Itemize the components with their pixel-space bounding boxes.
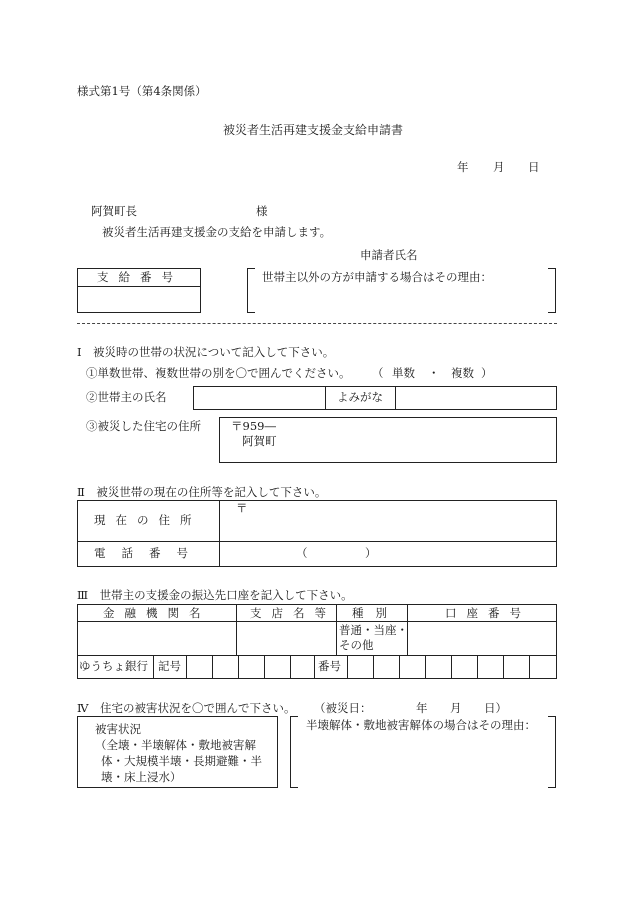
branch-name-field[interactable] — [237, 622, 335, 654]
kigo-cell-5[interactable] — [314, 655, 315, 679]
yucho-kigo-label: 記号 — [158, 659, 181, 673]
householder-name-field[interactable] — [194, 387, 324, 409]
branch-name-header: 支店名等 — [250, 606, 336, 620]
demolition-reason-field[interactable] — [301, 736, 545, 784]
furigana-field[interactable] — [396, 387, 556, 409]
account-number-field[interactable] — [408, 622, 556, 654]
phone-parentheses: （ ） — [296, 546, 377, 560]
section3-heading: Ⅲ 世帯主の支援金の振込先口座を記入して下さい。 — [77, 588, 353, 602]
bango-cell-2[interactable] — [399, 655, 400, 679]
other-applicant-reason-label: 世帯主以外の方が申請する場合はその理由： — [262, 270, 492, 284]
disaster-date-day: 日） — [484, 701, 507, 715]
bango-divider — [347, 655, 348, 679]
yucho-bank-label: ゆうちょ銀行 — [79, 659, 148, 673]
option-single[interactable]: 単数 — [392, 366, 415, 380]
reason-bracket-left — [247, 268, 255, 313]
damage-options-line3[interactable]: 壊・床上浸水） — [101, 770, 182, 784]
bango-cell-3[interactable] — [425, 655, 426, 679]
kigo-cell-1[interactable] — [212, 655, 213, 679]
bank-col-divider-2 — [336, 604, 337, 655]
addressee-name: 阿賀町長 — [91, 204, 137, 218]
payment-number-field[interactable] — [78, 287, 200, 312]
section2-heading: Ⅱ 被災世帯の現在の住所等を記入して下さい。 — [77, 485, 327, 499]
demolition-reason-bracket-right — [548, 716, 556, 788]
yucho-divider — [153, 655, 154, 679]
other-applicant-reason-field[interactable] — [258, 288, 544, 310]
kigo-divider — [186, 655, 187, 679]
bango-cell-4[interactable] — [451, 655, 452, 679]
section4-heading: Ⅳ 住宅の被害状況を〇で囲んで下さい。 — [77, 701, 296, 715]
disaster-date-year: 年 — [416, 701, 428, 715]
account-type-options-2[interactable]: その他 — [339, 638, 374, 652]
current-address-postal-mark: 〒 — [236, 501, 248, 515]
current-address-label: 現在の住所 — [94, 513, 202, 527]
demolition-reason-label: 半壊解体・敷地被害解体の場合はその理由： — [306, 718, 536, 732]
kigo-cell-3[interactable] — [264, 655, 265, 679]
account-type-header: 種別 — [352, 606, 399, 620]
account-type-options-1[interactable]: 普通・当座・ — [339, 623, 408, 637]
household-paren-close: ） — [481, 366, 493, 380]
household-paren-open: （ — [372, 366, 384, 380]
bank-name-field[interactable] — [78, 622, 235, 654]
damage-options-line1[interactable]: （全壊・半壊解体・敷地被害解 — [95, 738, 256, 752]
option-separator: ・ — [428, 366, 440, 380]
section1-heading: Ⅰ 被災時の世帯の状況について記入して下さい。 — [77, 345, 335, 359]
current-address-field[interactable] — [220, 501, 556, 540]
bank-name-header: 金融機関名 — [103, 606, 211, 620]
name-divider-1 — [325, 386, 326, 410]
demolition-reason-bracket-left — [290, 716, 298, 788]
account-number-header: 口座番号 — [445, 606, 531, 620]
addressee-honorific: 様 — [256, 204, 268, 218]
bank-row-divider — [77, 655, 557, 656]
kigo-cell-2[interactable] — [238, 655, 239, 679]
payment-number-label: 支給番号 — [97, 270, 183, 284]
householder-name-label: ②世帯主の氏名 — [86, 390, 167, 404]
date-year-label: 年 — [457, 160, 469, 174]
kigo-cell-4[interactable] — [290, 655, 291, 679]
disaster-date-label: （被災日： — [314, 701, 372, 715]
date-day-label: 日 — [528, 160, 540, 174]
yucho-bango-label: 番号 — [318, 659, 341, 673]
form-title: 被災者生活再建支援金支給申請書 — [223, 123, 404, 137]
damage-options-line2[interactable]: 体・大規模半壊・長期避難・半 — [101, 754, 262, 768]
damaged-address-label: ③被災した住宅の住所 — [86, 419, 201, 433]
bango-cell-6[interactable] — [503, 655, 504, 679]
damaged-address-postal: 〒959― — [231, 419, 276, 433]
damaged-address-town: 阿賀町 — [242, 434, 277, 448]
phone-field[interactable] — [220, 542, 556, 566]
household-type-question: ①単数世帯、複数世帯の別を〇で囲んでください。 — [86, 366, 351, 380]
option-multiple[interactable]: 複数 — [451, 366, 474, 380]
bango-cell-7[interactable] — [529, 655, 530, 679]
furigana-label: よみがな — [337, 390, 383, 404]
damage-status-label: 被害状況 — [95, 722, 141, 736]
reason-bracket-right — [548, 268, 556, 313]
applicant-name-label: 申請者氏名 — [360, 248, 418, 262]
date-month-label: 月 — [493, 160, 505, 174]
disaster-date-month: 月 — [450, 701, 462, 715]
bango-cell-5[interactable] — [477, 655, 478, 679]
section-separator — [77, 323, 557, 324]
form-number: 様式第1号（第4条関係） — [77, 84, 207, 98]
phone-label: 電話番号 — [94, 546, 204, 560]
request-statement: 被災者生活再建支援金の支給を申請します。 — [102, 225, 332, 239]
bango-cell-1[interactable] — [373, 655, 374, 679]
